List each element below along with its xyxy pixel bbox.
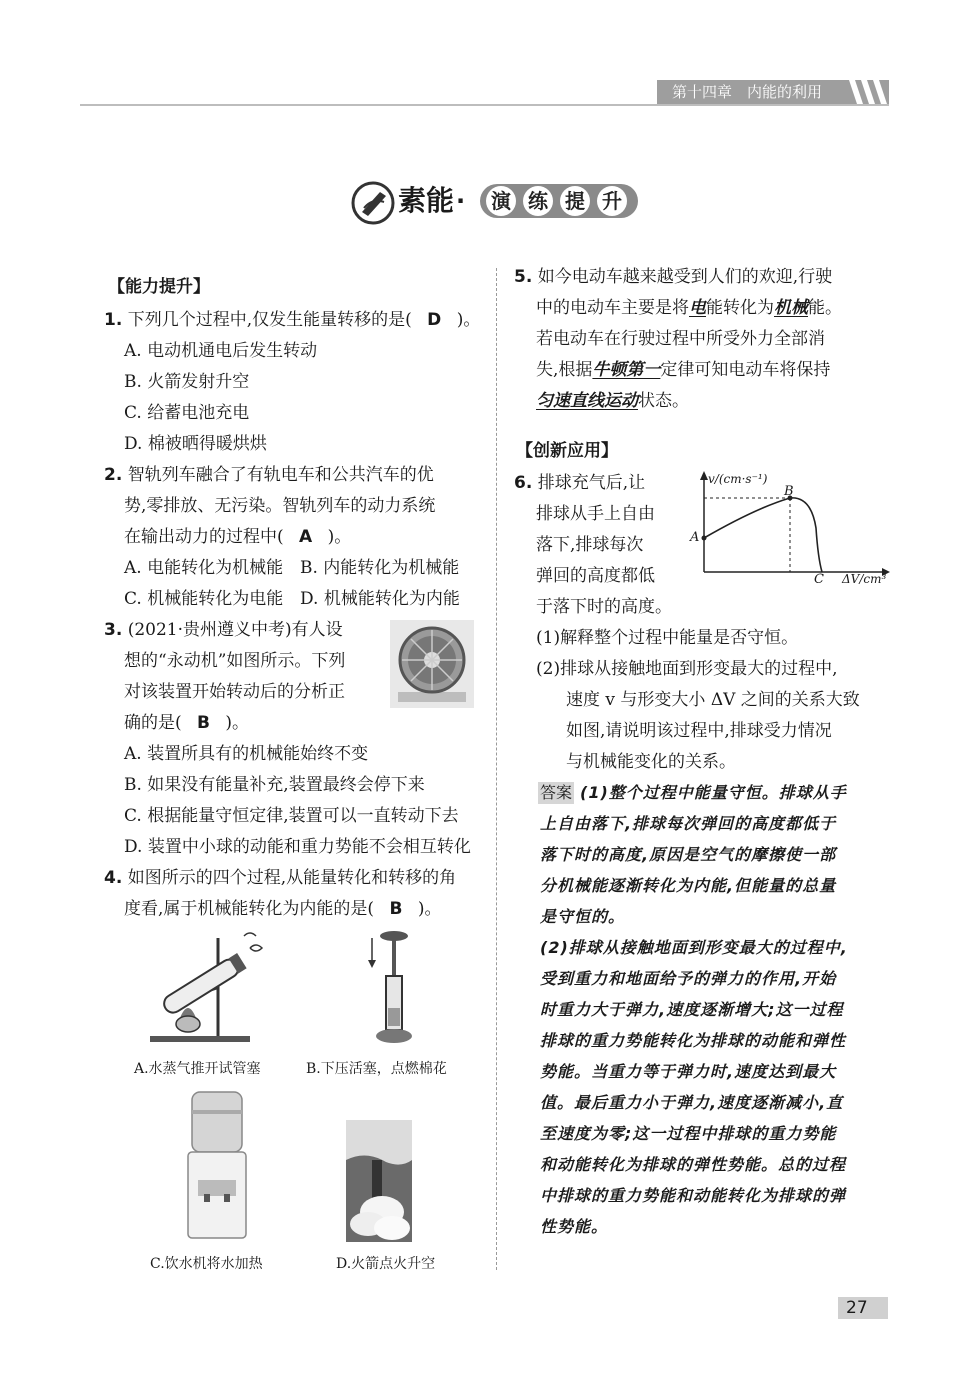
q4-answer: B xyxy=(389,899,403,919)
graph-point-a: A xyxy=(690,530,700,545)
answer-p2-line-1: (2)排球从接触地面到形变最大的过程中, xyxy=(540,938,848,957)
q3-line-3: 对该装置开始转动后的分析正 xyxy=(124,682,345,702)
q5-text-2a: 中的电动车主要是将 xyxy=(536,298,689,318)
q6-line-5: 于落下时的高度。 xyxy=(536,597,672,617)
q5-text-5b: 状态。 xyxy=(638,391,689,411)
answer-p2-line-2: 受到重力和地面给予的弹力的作用,开始 xyxy=(540,969,837,988)
graph-ylabel: v/(cm·s⁻¹) xyxy=(708,472,768,486)
q1-option-a: A. 电动机通电后发生转动 xyxy=(124,341,318,361)
q2-answer: A xyxy=(299,527,313,547)
q2-line-2: 势,零排放、无污染。智轨列车的动力系统 xyxy=(124,496,436,516)
q5-line-2 xyxy=(536,297,842,319)
q3-line-1 xyxy=(104,619,343,641)
q3-line4-end: )。 xyxy=(225,713,250,733)
pen-logo-icon xyxy=(350,180,396,226)
q1-num: 1. xyxy=(104,310,123,330)
q2-line-1 xyxy=(104,464,434,486)
q6-num: 6. xyxy=(514,473,533,493)
q5-line-4 xyxy=(536,359,830,381)
q6-line-3: 落下,排球每次 xyxy=(536,535,644,555)
answer-label: 答案 xyxy=(540,783,573,802)
q5-text-1: 如今电动车越来越受到人们的欢迎,行驶 xyxy=(537,267,833,287)
banner-char-2: 练 xyxy=(523,186,553,216)
q3-num: 3. xyxy=(104,620,123,640)
banner-char-4: 升 xyxy=(597,186,627,216)
q1-option-c: C. 给蓄电池充电 xyxy=(124,403,250,423)
q4-caption-b: B.下压活塞，点燃棉花 xyxy=(306,1061,447,1077)
q5-text-2c: 能。 xyxy=(808,298,842,318)
q3-line-2: 想的“永动机”如图所示。下列 xyxy=(124,651,346,671)
q4-caption-d: D.火箭点火升空 xyxy=(336,1256,436,1272)
piston-cylinder-image xyxy=(362,928,422,1050)
header-rule xyxy=(80,104,889,106)
section-innovation: 【创新应用】 xyxy=(516,441,618,461)
q6-sub-2-line-1: (2)排球从接触地面到形变最大的过程中, xyxy=(536,659,838,679)
q6-line-4: 弹回的高度都低 xyxy=(536,566,655,586)
answer-p2-line-4: 排球的重力势能转化为排球的动能和弹性 xyxy=(540,1031,847,1050)
q5-line-3: 若电动车在行驶过程中所受外力全部消 xyxy=(536,329,825,349)
answer-p2-line-9: 中排球的重力势能和动能转化为排球的弹 xyxy=(540,1186,847,1205)
answer-p2-line-3: 时重力大于弹力,速度逐渐增大;这一过程 xyxy=(540,1000,844,1019)
q4-caption-a: A.水蒸气推开试管塞 xyxy=(134,1061,261,1077)
q3-option-c: C. 根据能量守恒定律,装置可以一直转动下去 xyxy=(124,806,459,826)
q1-stem-text: 下列几个过程中,仅发生能量转移的是( xyxy=(127,310,412,330)
q5-num: 5. xyxy=(514,267,533,287)
q3-answer: B xyxy=(197,713,211,733)
q6-line-2: 排球从手上自由 xyxy=(536,504,655,524)
answer-p1-line-5: 是守恒的。 xyxy=(540,907,626,926)
q3-option-a: A. 装置所具有的机械能始终不变 xyxy=(124,744,369,764)
q1-stem-end: )。 xyxy=(456,310,481,330)
answer-p1-line-4: 分机械能逐渐转化为内能,但能量的总量 xyxy=(540,876,837,895)
graph-point-b: B xyxy=(784,484,794,499)
q6-sub-2-line-4: 与机械能变化的关系。 xyxy=(566,752,736,772)
q5-blank-4: 匀速直线运动 xyxy=(536,391,638,411)
q6-text-1: 排球充气后,让 xyxy=(537,473,646,493)
test-tube-steam-image xyxy=(140,928,270,1050)
q6-sub-2-line-2: 速度 v 与形变大小 ΔV 之间的关系大致 xyxy=(566,690,860,710)
q3-text-1: (2021·贵州遵义中考)有人设 xyxy=(127,620,343,640)
q2-option-a: A. 电能转化为机械能 xyxy=(124,558,284,578)
section-ability: 【能力提升】 xyxy=(108,277,210,297)
q4-text-1: 如图所示的四个过程,从能量转化和转移的角 xyxy=(127,868,457,888)
answer-p2-line-8: 和动能转化为排球的弹性势能。总的过程 xyxy=(540,1155,847,1174)
q4-num: 4. xyxy=(104,868,123,888)
q3-line-4 xyxy=(124,712,249,734)
q2-option-d: D. 机械能转化为内能 xyxy=(300,589,460,609)
q2-line3-end: )。 xyxy=(327,527,352,547)
q3-option-d: D. 装置中小球的动能和重力势能不会相互转化 xyxy=(124,837,471,857)
banner-char-3: 提 xyxy=(560,186,590,216)
answer-p2-line-5: 势能。当重力等于弹力时,速度达到最大 xyxy=(540,1062,837,1081)
answer-p2-line-10: 性势能。 xyxy=(540,1217,609,1236)
answer-p1-line-2: 上自由落下,排球每次弹回的高度都低于 xyxy=(540,814,837,833)
rocket-launch-image xyxy=(346,1120,412,1242)
q5-text-4a: 失,根据 xyxy=(536,360,593,380)
q5-blank-1: 电 xyxy=(689,298,706,318)
q1-option-b: B. 火箭发射升空 xyxy=(124,372,250,392)
q5-text-4b: 定律可知电动车将保持 xyxy=(660,360,831,380)
banner-dot: · xyxy=(456,187,466,215)
q5-blank-3: 牛顿第一 xyxy=(592,360,661,380)
q2-option-c: C. 机械能转化为电能 xyxy=(124,589,284,609)
q2-text-3: 在输出动力的过程中( xyxy=(124,527,284,547)
q4-caption-c: C.饮水机将水加热 xyxy=(150,1256,263,1272)
graph-point-c: C xyxy=(814,572,824,587)
chapter-title: 第十四章 内能的利用 xyxy=(672,83,823,101)
q2-option-b: B. 内能转化为机械能 xyxy=(300,558,460,578)
q1-option-d: D. 棉被晒得暖烘烘 xyxy=(124,434,267,454)
q6-sub-1: (1)解释整个过程中能量是否守恒。 xyxy=(536,628,799,648)
q6-sub-2-line-3: 如图,请说明该过程中,排球受力情况 xyxy=(566,721,832,741)
banner-char-1: 演 xyxy=(486,186,516,216)
banner-title: 素能 xyxy=(398,184,455,217)
answer-p1-line-1: (1)整个过程中能量守恒。排球从手 xyxy=(580,783,847,802)
graph-xlabel: ΔV/cm³ xyxy=(842,572,887,586)
q4-line2-end: )。 xyxy=(417,899,442,919)
q5-blank-2: 机械 xyxy=(774,298,808,318)
answer-p2-line-7: 至速度为零;这一过程中排球的重力势能 xyxy=(540,1124,837,1143)
q6-line-1 xyxy=(514,472,645,494)
q1-answer: D xyxy=(427,310,442,330)
q3-text-4: 确的是( xyxy=(124,713,182,733)
column-divider xyxy=(496,268,497,1270)
page-number: 27 xyxy=(846,1298,868,1318)
header-stripes xyxy=(845,78,891,106)
q2-num: 2. xyxy=(104,465,123,485)
q4-text-2: 度看,属于机械能转化为内能的是( xyxy=(124,899,375,919)
q3-option-b: B. 如果没有能量补充,装置最终会停下来 xyxy=(124,775,425,795)
q5-line-1 xyxy=(514,266,832,288)
q5-text-2b: 能转化为 xyxy=(706,298,774,318)
q4-line-2 xyxy=(124,898,441,920)
q4-line-1 xyxy=(104,867,456,889)
perpetual-motion-machine-image xyxy=(390,620,474,708)
answer-p1-line-3: 落下时的高度,原因是空气的摩擦使一部 xyxy=(540,845,837,864)
q2-text-1: 智轨列车融合了有轨电车和公共汽车的优 xyxy=(127,465,434,485)
water-dispenser-image xyxy=(186,1090,248,1240)
q2-line-3 xyxy=(124,526,351,548)
answer-p2-line-6: 值。最后重力小于弹力,速度逐渐减小,直 xyxy=(540,1093,844,1112)
q1-stem xyxy=(104,309,480,331)
q5-line-5 xyxy=(536,390,689,412)
